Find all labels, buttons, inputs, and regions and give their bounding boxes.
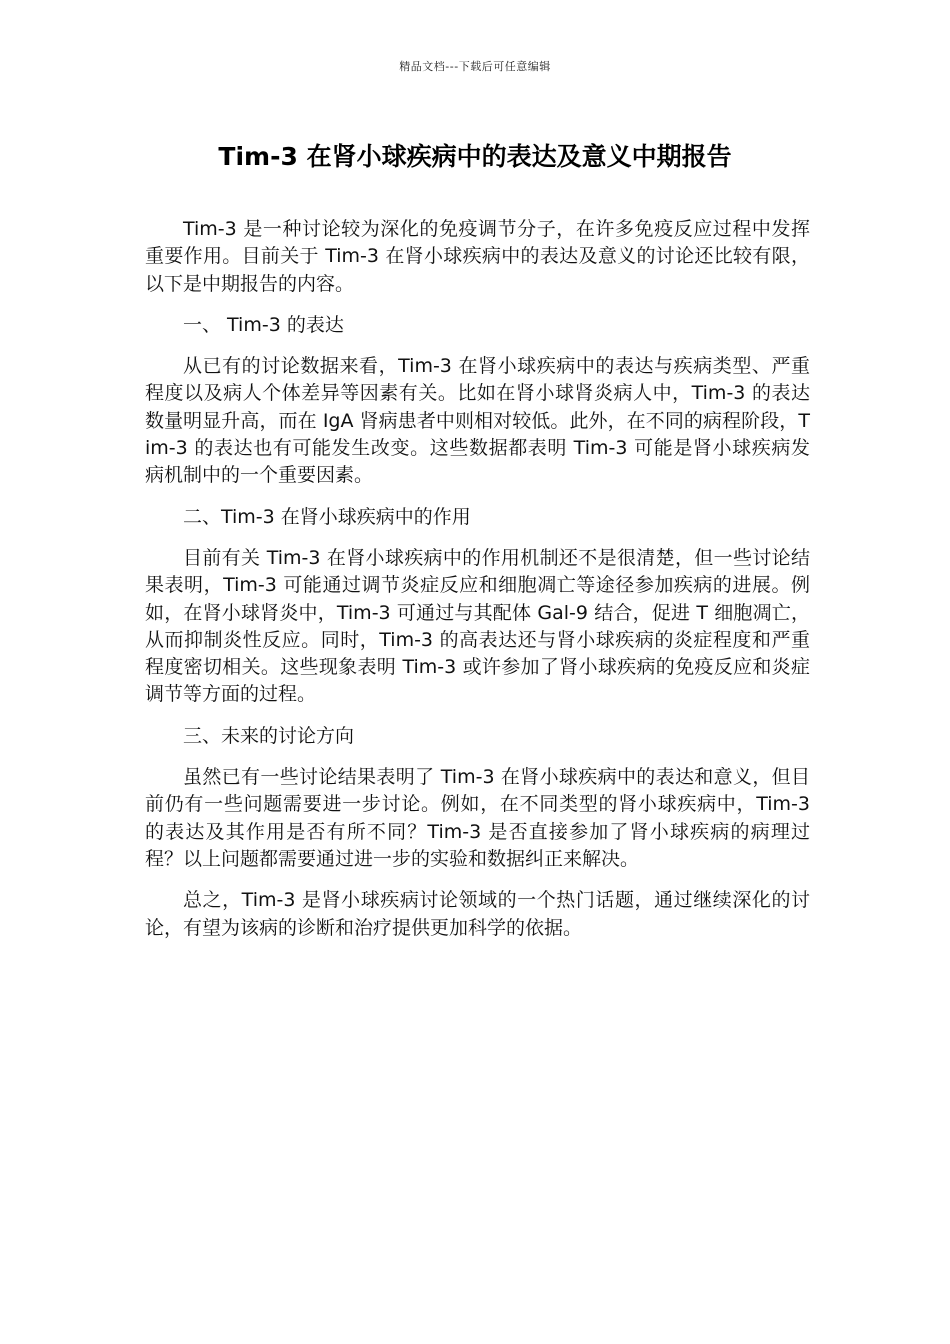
conclusion-paragraph: 总之，Tim-3 是肾小球疾病讨论领域的一个热门话题，通过继续深化的讨论，有望为该病的诊断和治疗提供更加科学的依据。 bbox=[145, 889, 810, 939]
function-paragraph: 目前有关 Tim-3 在肾小球疾病中的作用机制还不是很清楚，但一些讨论结果表明，Tim-3 可能通过调节炎症反应和细胞凋亡等途径参加疾病的进展。例如，在肾小球肾炎中，Tim-3 可通过与其配体 Gal-9 结合，促进 T 细胞凋亡，从而抑制炎性反应。同时，Tim-3 的高表达还与肾小球疾病的炎症程度和严重程度密切相关。这些现象表明 Tim-3 或许参加了肾小球疾病的免疫反应和炎症调节等方面的过程。 bbox=[145, 546, 810, 706]
page-title: Tim-3 在肾小球疾病中的表达及意义中期报告 bbox=[218, 142, 732, 171]
section-heading-expression: 一、 Tim-3 的表达 bbox=[183, 313, 344, 336]
section-heading-future: 三、未来的讨论方向 bbox=[183, 724, 355, 747]
expression-paragraph: 从已有的讨论数据来看，Tim-3 在肾小球疾病中的表达与疾病类型、严重程度以及病人个体差异等因素有关。比如在肾小球肾炎病人中，Tim-3 的表达数量明显升高，而在 IgA 肾病患者中则相对较低。此外，在不同的病程阶段，Tim-3 的表达也有可能发生改变。这些数据都表明 Tim-3 可能是肾小球疾病发病机制中的一个重要因素。 bbox=[145, 355, 810, 487]
section-heading-function: 二、Tim-3 在肾小球疾病中的作用 bbox=[183, 505, 471, 528]
future-paragraph: 虽然已有一些讨论结果表明了 Tim-3 在肾小球疾病中的表达和意义，但目前仍有一些问题需要进一步讨论。例如，在不同类型的肾小球疾病中，Tim-3 的表达及其作用是否有所不同？Tim-3 是否直接参加了肾小球疾病的病理过程？以上问题都需要通过进一步的实验和数据纠正来解决。 bbox=[145, 766, 810, 870]
document-body bbox=[145, 216, 810, 956]
intro-paragraph: Tim-3 是一种讨论较为深化的免疫调节分子，在许多免疫反应过程中发挥重要作用。目前关于 Tim-3 在肾小球疾病中的表达及意义的讨论还比较有限，以下是中期报告的内容。 bbox=[145, 218, 810, 295]
header-note: 精品文档---下载后可任意编辑 bbox=[399, 60, 551, 73]
